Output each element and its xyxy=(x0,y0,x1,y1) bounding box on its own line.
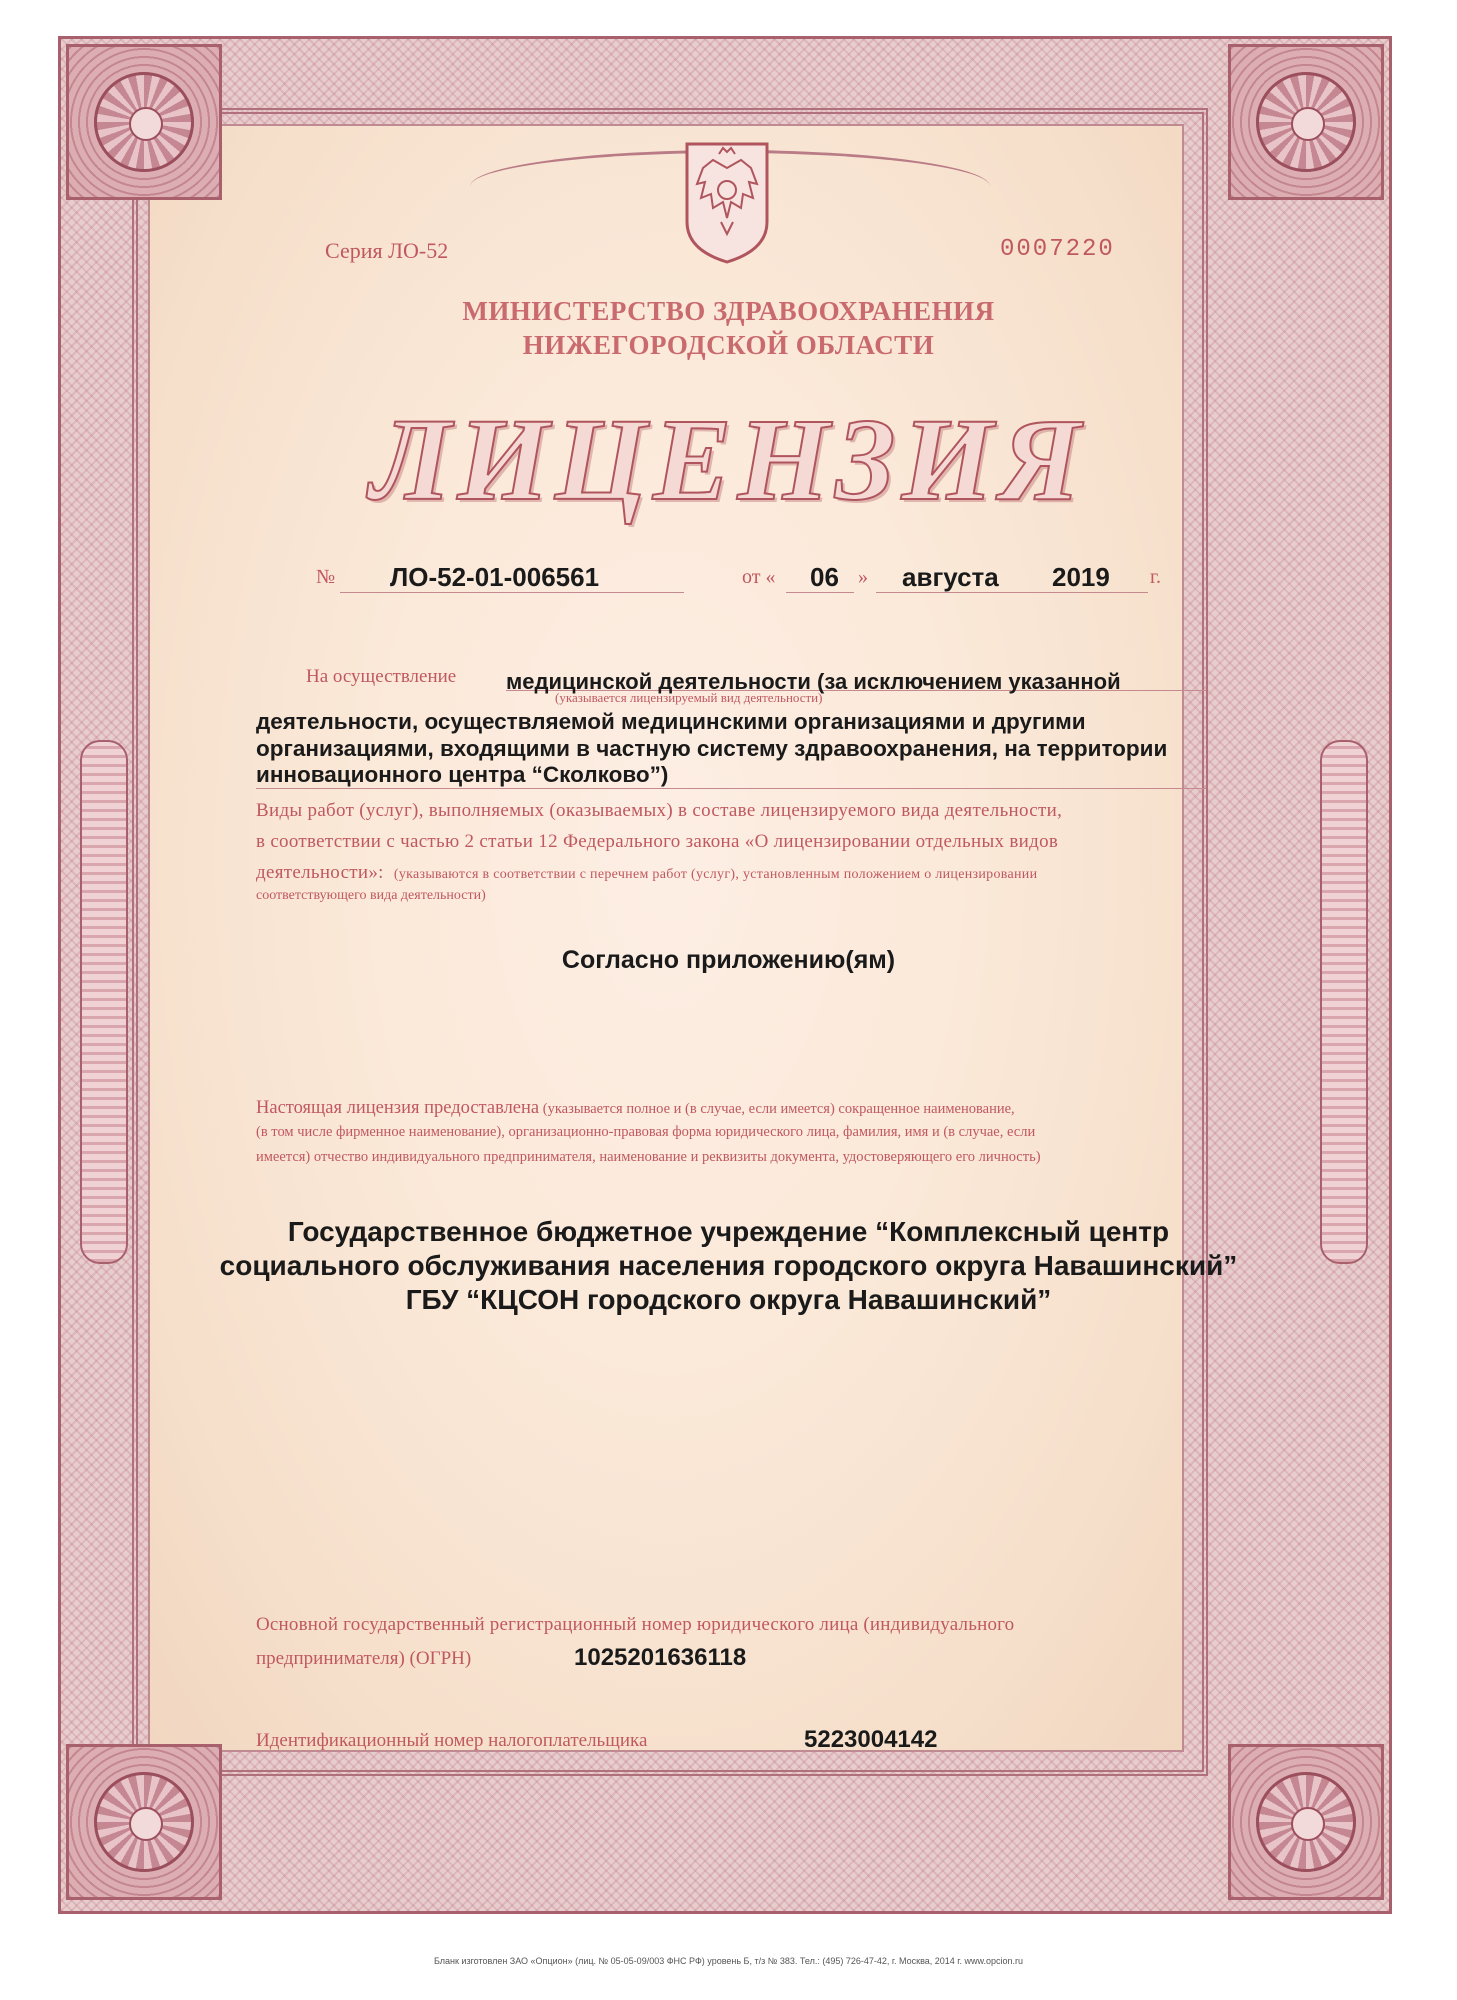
serial-number: 0007220 xyxy=(1000,236,1115,263)
date-mid: » xyxy=(858,566,868,588)
ogrn-label-line-2: предпринимателя) (ОГРН) xyxy=(256,1648,472,1669)
corner-rosette-top-right xyxy=(1228,44,1384,200)
work-types-line-1: Виды работ (услуг), выполняемых (оказываемых) в составе лицензируемого вида деятельности, xyxy=(256,800,1063,821)
activity-line-2: деятельности, осуществляемой медицинскими организациями и другими xyxy=(256,709,1086,734)
work-types-line-3a: деятельности»: xyxy=(256,862,384,883)
inn-value: 5223004142 xyxy=(804,1726,938,1753)
ogrn-value: 1025201636118 xyxy=(574,1644,747,1671)
issuer-ministry-line1: МИНИСТЕРСТВО ЗДРАВООХРАНЕНИЯ xyxy=(462,296,995,326)
side-ornament-left xyxy=(80,740,128,1264)
licensee-name-line-2: социального обслуживания населения городского округа Навашинский” xyxy=(219,1250,1238,1281)
work-types-line-4: соответствующего вида деятельности) xyxy=(256,888,486,903)
series-label: Серия ЛО-52 xyxy=(325,238,449,263)
work-types-line-2: в соответствии с частью 2 статьи 12 Федерального закона «О лицензировании отдельных видов xyxy=(256,831,1059,852)
licensee-intro-line-2: (в том числе фирменное наименование), организационно-правовая форма юридического лица, фамилия, имя и (в случае, если xyxy=(256,1124,1036,1140)
licensee-intro-line-1 xyxy=(256,1098,1015,1119)
ogrn-label-line-1: Основной государственный регистрационный номер юридического лица (индивидуального xyxy=(256,1614,1015,1635)
activity-hint: (указывается лицензируемый вид деятельности) xyxy=(555,690,823,705)
document-field xyxy=(148,124,1184,1752)
activity-line-1: медицинской деятельности (за исключением указанной xyxy=(506,669,1121,694)
license-year: 2019 xyxy=(1052,562,1110,592)
corner-rosette-bottom-left xyxy=(66,1744,222,1900)
corner-rosette-top-left xyxy=(66,44,222,200)
corner-rosette-bottom-right xyxy=(1228,1744,1384,1900)
activity-underline-4 xyxy=(256,788,1206,789)
side-ornament-right xyxy=(1320,740,1368,1264)
license-month: августа xyxy=(902,562,999,592)
year-suffix: г. xyxy=(1150,566,1161,588)
activity-line-4: инновационного центра “Сколково”) xyxy=(256,762,669,787)
work-types-value: Согласно приложению(ям) xyxy=(561,946,896,974)
printer-imprint: Бланк изготовлен ЗАО «Опцион» (лиц. № 05-05-09/003 ФНС РФ) уровень Б, т/з № 383. Тел.: (495) 726-47-42, г. Москва, 2014 г. www.opcion.ru xyxy=(433,1956,1024,1966)
number-sign: № xyxy=(316,566,336,588)
activity-line-3: организациями, входящими в частную систему здравоохранения, на территории xyxy=(256,736,1168,761)
activity-label: На осуществление xyxy=(306,666,457,687)
document-title: ЛИЦЕНЗИЯ xyxy=(370,394,1087,525)
licensee-name-line-1: Государственное бюджетное учреждение “Комплексный центр xyxy=(287,1216,1170,1247)
licensee-intro: Настоящая лицензия предоставлена xyxy=(256,1098,540,1118)
date-prefix: от « xyxy=(742,566,776,588)
licensee-short-name: ГБУ “КЦСОН городского округа Навашинский” xyxy=(405,1284,1052,1315)
license-number: ЛО-52-01-006561 xyxy=(390,562,600,592)
licensee-intro-line-3: имеется) отчество индивидуального предпринимателя, наименование и реквизиты документа, удостоверяющего его личность) xyxy=(256,1149,1041,1165)
work-types-line-3b: (указываются в соответствии с перечнем работ (услуг), установленным положением о лицензировании xyxy=(393,867,1038,882)
license-day: 06 xyxy=(810,562,839,592)
inn-label: Идентификационный номер налогоплательщика xyxy=(256,1730,648,1751)
coat-of-arms-icon xyxy=(683,138,771,266)
work-types-line-3 xyxy=(256,862,1037,884)
licensee-intro-rest: (указывается полное и (в случае, если имеется) сокращенное наименование, xyxy=(542,1101,1015,1117)
issuer-ministry-line2: НИЖЕГОРОДСКОЙ ОБЛАСТИ xyxy=(522,330,935,360)
